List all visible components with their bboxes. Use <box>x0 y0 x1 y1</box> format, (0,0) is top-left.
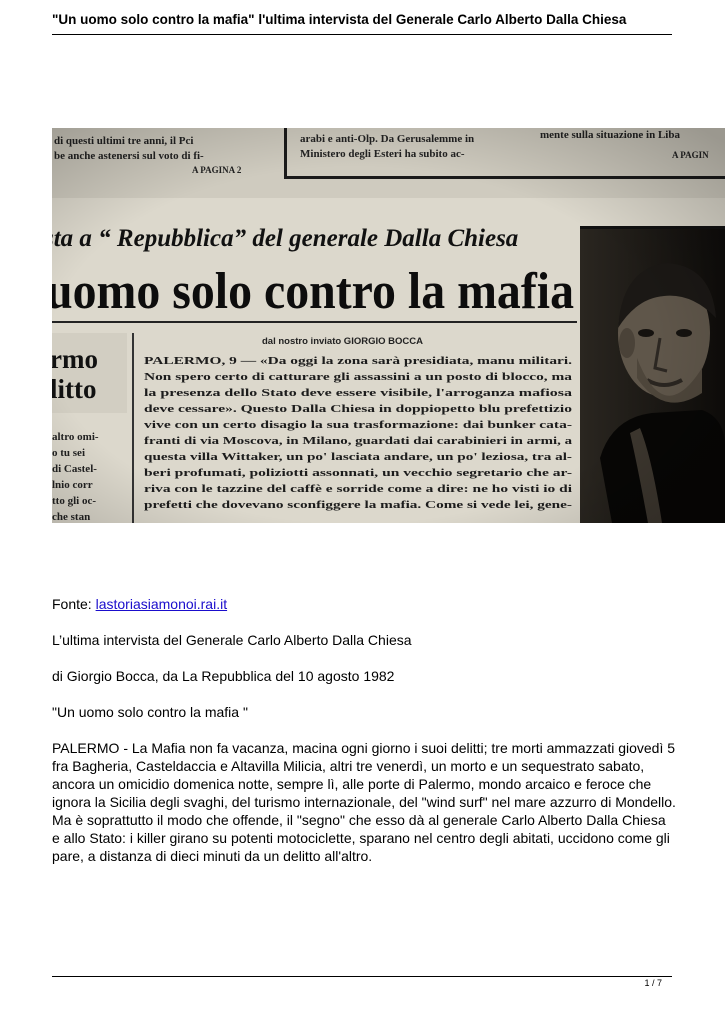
footer-divider <box>52 976 672 977</box>
page-number: 1 / 7 <box>644 978 662 988</box>
quote-title: "Un uomo solo contro la mafia " <box>52 704 248 720</box>
source-link[interactable]: lastoriasiamonoi.rai.it <box>95 596 228 612</box>
article-content <box>52 595 677 883</box>
article-body: PALERMO - La Mafia non fa vacanza, macina ogni giorno i suoi delitti; tre morti ammazzati giovedì 5 fra Bagheria, Casteldaccia e Altavilla Milicia, altri tre venerdì, un morto e un sequestrato sabato, ancora un omicidio domenica notte, sempre lì, alle porte di Palermo, mondo arcaico e feroce che ignora la Sicilia degli svaghi, del turismo internazionale, del "wind surf" nel mare azzurro di Mondello. Ma è soprattutto il modo che offende, il "segno" che esso dà al generale Carlo Alberto Dalla Chiesa e allo Stato: i killer girano su potenti motociclette, sparano nel centro degli abitati, uccidono come gli pare, a distanza di dieci minuti da un delitto all'altro. <box>52 740 676 864</box>
header-divider <box>52 34 672 35</box>
author-line: di Giorgio Bocca, da La Repubblica del 10 agosto 1982 <box>52 668 395 684</box>
newspaper-clipping-image <box>52 128 725 523</box>
source-line <box>52 595 677 613</box>
article-title-line: L’ultima intervista del Generale Carlo Alberto Dalla Chiesa <box>52 632 412 648</box>
source-label: Fonte: <box>52 596 96 612</box>
page-title: "Un uomo solo contro la mafia" l'ultima intervista del Generale Carlo Alberto Dalla Chiesa <box>52 12 627 27</box>
